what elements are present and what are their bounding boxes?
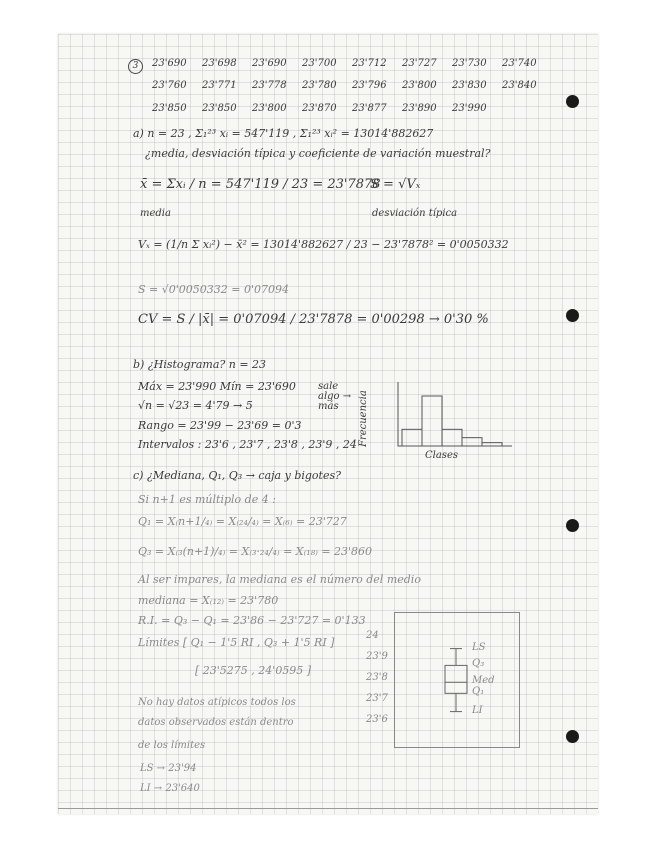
s-value: S = √0'0050332 = 0'07094 [138,283,289,296]
q1-formula: Q₁ = X₍n+1/₄₎ = X₍₂₄/₄₎ = X₍₆₎ = 23'727 [138,515,347,528]
boxplot-label: LI [472,704,483,716]
side-note: sale algo → más [318,381,352,412]
data-value: 23'712 [352,58,387,69]
s-label: desviación típica [372,208,458,219]
histogram-axes [398,382,512,446]
limites-formula: Límites [ Q₁ − 1'5 RI , Q₃ + 1'5 RI ] [138,636,335,649]
data-value: 23'730 [452,58,487,69]
histogram-chart [370,380,515,460]
histogram-xlabel: Clases [425,450,458,461]
boxplot-tick-label: 23'6 [366,714,388,725]
data-value: 23'778 [252,80,287,91]
data-value: 23'771 [202,80,237,91]
binder-hole [566,730,579,743]
impar-line: Al ser impares, la mediana es el número del medio [138,573,421,586]
data-value: 23'877 [352,103,387,114]
boxplot-label: LS [472,641,486,653]
boxplot-label: Q₃ [472,658,485,670]
data-value: 23'990 [452,103,487,114]
mean-formula: x̄ = Σxᵢ / n = 547'119 / 23 = 23'7878 [140,177,381,192]
variance-formula: Vₓ = (1/n Σ xᵢ²) − x̄² = 13014'882627 / 23 − 23'7878² = 0'0050332 [138,238,509,251]
boxplot-chart [394,612,518,746]
no-atipicos-line-2: datos observados están dentro [138,717,294,728]
part-b-title: b) ¿Histograma? n = 23 [133,358,267,371]
data-value: 23'740 [502,58,537,69]
part-a-question: ¿media, desviación típica y coeficiente de variación muestral? [145,147,491,160]
binder-hole [566,519,579,532]
data-value: 23'760 [152,80,187,91]
sqrt-n: √n = √23 = 4'79 → 5 [138,399,253,412]
boxplot-tick-label: 23'9 [366,651,388,662]
boxplot-box [445,665,467,693]
mean-label: media [140,208,171,219]
rango: Rango = 23'99 − 23'69 = 0'3 [138,419,302,432]
data-value: 23'850 [152,103,187,114]
multiplo-line: Si n+1 es múltiplo de 4 : [138,493,276,506]
limites-values: [ 23'5275 , 24'0595 ] [195,664,312,677]
data-value: 23'690 [152,58,187,69]
binder-hole [566,309,579,322]
boxplot-tick-label: 23'7 [366,693,388,704]
histogram-bar [422,396,442,446]
li-value: LI → 23'640 [140,783,200,794]
page-bottom-edge [58,808,598,809]
rango-intercuartilico: R.I. = Q₃ − Q₁ = 23'86 − 23'727 = 0'133 [138,614,366,627]
data-value: 23'800 [252,103,287,114]
boxplot-label: Q₁ [472,686,485,698]
exercise-number: 3 [128,59,143,74]
data-value: 23'700 [302,58,337,69]
data-value: 23'727 [402,58,437,69]
data-value: 23'698 [202,58,237,69]
s-formula: S = √Vₓ [370,177,421,192]
mediana-line: mediana = X₍₁₂₎ = 23'780 [138,594,279,607]
histogram-bar [462,438,482,446]
ls-value: LS → 23'94 [140,763,197,774]
boxplot-tick-label: 23'8 [366,672,388,683]
boxplot-label: Med [472,675,495,687]
no-atipicos-line-1: No hay datos atípicos todos los [138,697,296,708]
part-a-sums: a) n = 23 , Σ₁²³ xᵢ = 547'119 , Σ₁²³ xᵢ² = 13014'882627 [133,127,434,140]
data-value: 23'800 [402,80,437,91]
no-atipicos-line-3: de los límites [138,740,206,751]
data-value: 23'830 [452,80,487,91]
data-value: 23'690 [252,58,287,69]
q3-formula: Q₃ = X₍₃(n+1)/₄₎ = X₍₃·₂₄/₄₎ = X₍₁₈₎ = 23'860 [138,545,373,558]
histogram-bar [442,429,462,446]
boxplot-tick-label: 24 [366,630,379,641]
intervalos: Intervalos : 23'6 , 23'7 , 23'8 , 23'9 , 24 [138,438,357,451]
binder-hole [566,95,579,108]
histogram-bar [402,429,422,446]
data-value: 23'796 [352,80,387,91]
data-value: 23'890 [402,103,437,114]
data-value: 23'840 [502,80,537,91]
data-value: 23'850 [202,103,237,114]
max-min: Máx = 23'990 Mín = 23'690 [138,380,296,393]
data-value: 23'870 [302,103,337,114]
histogram-ylabel: Frecuencia [358,390,369,447]
part-c-title: c) ¿Mediana, Q₁, Q₃ → caja y bigotes? [133,469,342,482]
cv-formula: CV = S / |x̄| = 0'07094 / 23'7878 = 0'00298 → 0'30 % [138,312,489,327]
data-value: 23'780 [302,80,337,91]
